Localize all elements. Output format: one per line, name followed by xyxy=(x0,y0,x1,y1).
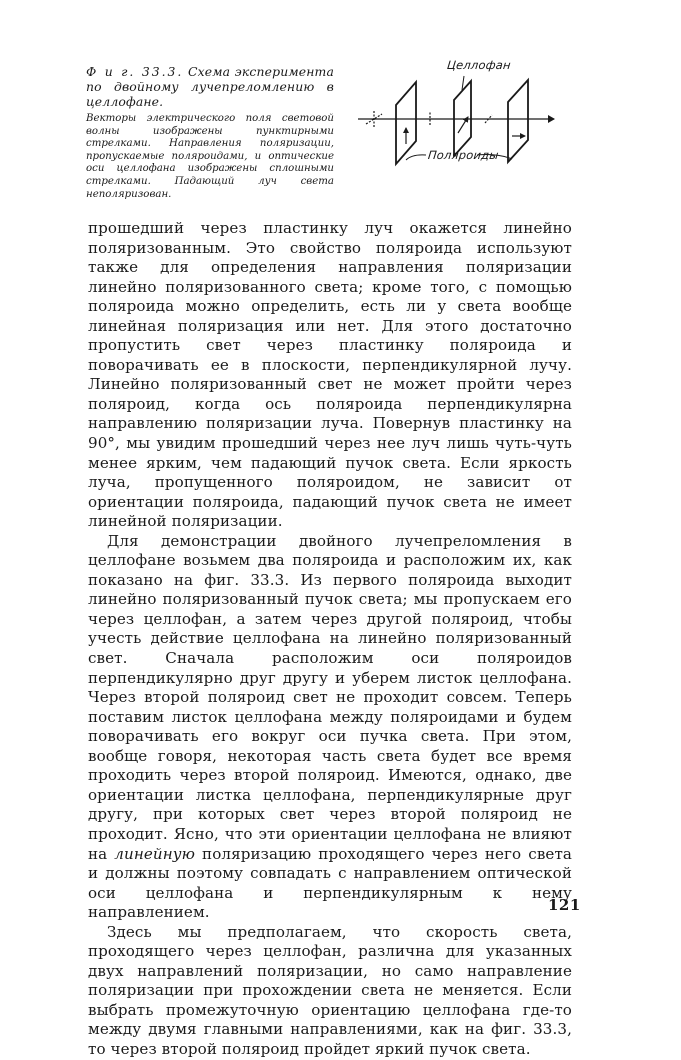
first-polaroid xyxy=(396,82,416,164)
emphasis-linear: линейную xyxy=(114,844,196,863)
body-text xyxy=(88,219,572,1060)
beam-direction-arrow-icon xyxy=(548,115,555,123)
polaroids-leader-line-left xyxy=(406,155,426,160)
paragraph-1: прошедший через пластинку луч окажется линейно поляризованным. Это свойство поляроида используют также для определения направления поляризации линейно поляризованного света; кроме того, с помощью поляроида можно определить, есть ли у света вообще линейная поляризация или нет. Для этого достаточно пропустить свет через пластинку поляроида и поворачивать ее в плоскости, перпендикулярной лучу. Линейно поляризованный свет не может пройти через поляроид, когда ось поляроида перпендикулярна направлению поляризации луча. Повернув пластинку на 90°, мы увидим прошедший через нее луч лишь чуть-чуть менее ярким, чем падающий пучок света. Если яркость луча, пропущенного поляроидом, не зависит от ориентации поляроида, падающий пучок света не имеет линейной поляризации. xyxy=(88,219,572,531)
second-polaroid xyxy=(508,80,528,162)
polaroids-label: Поляроиды xyxy=(427,148,500,162)
paragraph-2 xyxy=(88,532,572,923)
figure-caption xyxy=(86,64,334,201)
paragraph-3: Здесь мы предполагаем, что скорость света, проходящего через целлофан, различна для указанных двух направлений поляризации, но само направление поляризации при прохождении света не меняется. Если выбрать промежуточную ориентацию целлофана где-то между двумя главными направлениями, как на фиг. 33.3, то через второй поляроид пройдет яркий пучок света. xyxy=(88,922,572,1058)
figure-caption-heading: Схема эксперимента по двойному лучепреломлению в целлофане. xyxy=(86,64,334,109)
page-number: 121 xyxy=(548,896,581,914)
figure-33-3 xyxy=(352,56,562,186)
figure-caption-body: Векторы электрического поля световой волны изображены пунктирными стрелками. Направления поляризации, пропускаемые поляроидами, и оптические оси целлофана изображены сплошными стрелками. Падающий луч света неполяризован. xyxy=(86,113,334,200)
birefringence-diagram xyxy=(352,56,562,186)
figure-caption-title xyxy=(86,64,334,109)
paragraph-2-end: поляризацию проходящего через него света и должны поэтому совпадать с направлением оптической оси целлофана и перпендикулярным к нему направлением. xyxy=(88,844,572,922)
cellophane-label: Целлофан xyxy=(446,58,512,72)
paragraph-2-start: Для демонстрации двойного лучепреломления в целлофане возьмем два поляроида и расположим их, как показано на фиг. 33.3. Из первого поляроида выходит линейно поляризованный пучок света; мы пропускаем его через целлофан, а затем через другой поляроид, чтобы учесть действие целлофана на линейно поляризованный свет. Сначала расположим оси поляроидов перпендикулярно друг другу и уберем листок целлофана. Через второй поляроид свет не проходит совсем. Теперь поставим листок целлофана между поляроидами и будем поворачивать его вокруг оси пучка света. При этом, вообще говоря, некоторая часть света будет все время проходить через второй поляроид. Имеются, однако, две ориентации листка целлофана, перпендикулярные друг другу, при которых свет через второй поляроид не проходит. Ясно, что эти ориентации целлофана не влияют на xyxy=(88,531,572,863)
figure-number: Ф и г. 33.3. xyxy=(86,64,184,79)
